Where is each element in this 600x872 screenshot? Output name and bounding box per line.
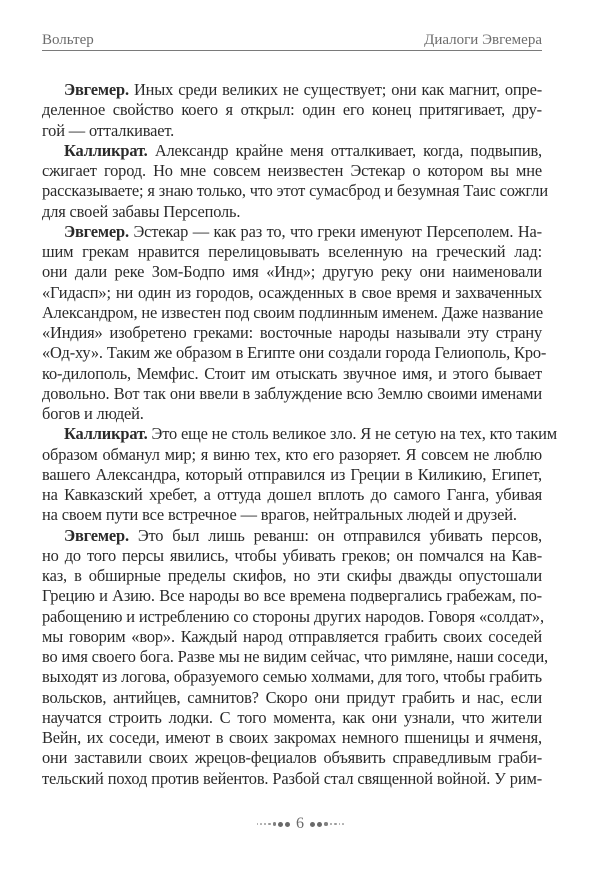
line-text: на своем пути все встречное — врагов, нейтральных людей и друзей. [42, 505, 517, 525]
line-text: богов и людей. [42, 404, 144, 423]
line-text: «Од-ху». Таким же образом в Египте они создали города Гелиополь, Кро- [42, 343, 547, 363]
text-line [42, 445, 542, 465]
line-text: гой — отталкивает. [42, 120, 175, 140]
speaker-name: Калликрат. [64, 140, 148, 160]
speaker-name: Эвгемер. [64, 221, 129, 241]
line-text: вашего Александра, который отправился из Греции в Киликию, Египет, [42, 464, 542, 484]
text-line [42, 262, 542, 282]
text-line [42, 121, 542, 141]
page-number: 6 [296, 815, 304, 832]
text-line [42, 607, 542, 627]
body-text [42, 80, 557, 789]
line-text: деленное свойство коего я открыл: один его конец притягивает, дру- [42, 100, 542, 120]
text-line [42, 465, 542, 485]
text-line [42, 647, 549, 667]
line-text: ко-дилополь, Мемфис. Стоит им отыскать звучное имя, и этого бывает [42, 363, 542, 383]
text-line [42, 546, 542, 566]
line-text: Вейн, их соседи, имеют в своих закромах немного пшеницы и ячменя, [42, 728, 542, 747]
text-line [42, 323, 542, 343]
text-line [42, 728, 542, 748]
text-line [42, 181, 548, 201]
speaker-name: Эвгемер. [64, 525, 129, 545]
text-line [42, 769, 542, 789]
line-text: Это еще не столь великое зло. Я не сетую на тех, кто таким [147, 424, 557, 444]
text-line [42, 485, 542, 505]
line-text: Это был лишь реванш: он отправился убивать персов, [128, 525, 542, 545]
line-text: мы говорим «вор». Каждый народ отправляется грабить своих соседей [42, 626, 542, 646]
text-line [42, 100, 542, 120]
line-text: рабощению и истреблению со стороны других народов. Говоря «солдат», [42, 606, 544, 626]
text-line [42, 242, 542, 262]
line-text: тельский поход против вейентов. Разбой стал священной войной. У рим- [42, 768, 542, 788]
line-text: но до того персы явились, чтобы убивать греков; он помчался на Кав- [42, 545, 542, 565]
line-text: «Индия» изобретено греками: восточные народы называли эту страну [42, 323, 542, 342]
line-text: Эстекар — как раз то, что греки именуют Персеполем. На- [128, 221, 542, 241]
line-text: «Гидасп»; ни один из городов, осажденных в свое время и захваченных [42, 282, 542, 302]
speaker-line [42, 80, 542, 100]
speaker-name: Эвгемер. [64, 80, 129, 99]
text-line [42, 627, 542, 647]
line-text: научатся строить лодки. С того момента, как они узнали, что жители [42, 707, 542, 727]
speaker-line [42, 424, 557, 444]
text-line [42, 505, 542, 525]
line-text: образом обманул мир; я виню тех, кто его разоряет. Я совсем не люблю [42, 444, 542, 464]
text-line [42, 384, 542, 404]
line-text: довольно. Вот так они ввели в заблуждение всю Землю своими именами [42, 383, 542, 403]
line-text: во имя своего бога. Разве мы не видим сейчас, что римляне, наши соседи, [42, 647, 549, 666]
line-text: для своей забавы Персеполь. [42, 201, 241, 221]
line-text: шим грекам нравится перелицовывать вселенную на греческий лад: [42, 242, 542, 261]
line-text: Александр крайне меня отталкивает, когда, подвыпив, [147, 140, 542, 160]
line-text: Александром, не известен под своим подлинным именем. Даже название [42, 302, 543, 322]
text-line [42, 343, 547, 363]
line-text: выходят из логова, образуемого семью холмами, для того, чтобы грабить [42, 667, 542, 687]
text-line [42, 283, 542, 303]
speaker-name: Калликрат. [64, 424, 148, 444]
text-line [42, 667, 542, 687]
line-text: они заставили своих жрецов-фециалов объявить справедливым граби- [42, 748, 542, 768]
left-ornament-icon [257, 822, 291, 827]
text-line [42, 202, 542, 222]
line-text: рассказываете; я знаю только, что этот сумасброд и безумная Таис сожгли [42, 181, 548, 201]
text-line [42, 161, 542, 181]
text-line [42, 404, 542, 424]
right-ornament-icon [310, 822, 344, 827]
header-title: Диалоги Эвгемера [424, 32, 542, 48]
running-header [42, 30, 542, 51]
line-text: они дали реке Зом-Бодпо имя «Инд»; другую реку они наименовали [42, 262, 542, 282]
line-text: вольсков, антийцев, самнитов? Скоро они придут грабить и нас, если [42, 687, 542, 707]
speaker-line [42, 222, 542, 242]
text-line [42, 688, 542, 708]
text-line [42, 364, 542, 384]
speaker-line [42, 526, 542, 546]
page-footer [0, 815, 600, 833]
text-line [42, 708, 542, 728]
line-text: сжигает город. Но мне совсем неизвестен Эстекар о котором вы мне [42, 161, 542, 180]
line-text: Иных среди великих не существует; они как магнит, опре- [128, 80, 542, 99]
text-line [42, 748, 542, 768]
text-line [42, 303, 542, 323]
line-text: на Кавказский хребет, а оттуда дошел вплоть до самого Ганга, убивая [42, 485, 542, 504]
header-author: Вольтер [42, 32, 94, 48]
line-text: каз, в обширные пределы скифов, но эти скифы дважды опустошали [42, 566, 542, 585]
line-text: Грецию и Азию. Все народы во все времена подвергались грабежам, по- [42, 586, 542, 606]
text-line [42, 586, 542, 606]
text-line [42, 566, 542, 586]
speaker-line [42, 141, 542, 161]
